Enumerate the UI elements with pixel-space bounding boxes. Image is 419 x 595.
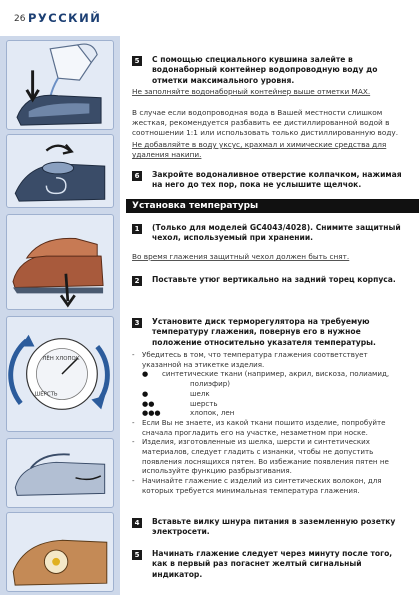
step-5-start-ironing (132, 549, 402, 580)
step-number: 5 (132, 550, 142, 560)
step-text: С помощью специального кувшина залейте в водонаборный контейнер водопроводную воду до отметки максимального уровня. (152, 55, 378, 85)
section-title-temperature: Установка температуры (126, 199, 419, 213)
dot-symbol: ●● (142, 398, 155, 408)
step-text: Вставьте вилку шнура питания в заземленную розетку электросети. (152, 517, 396, 537)
step-text: (Только для моделей GC4043/4028). Снимите защитный чехол, используемый при хранении. (152, 223, 401, 243)
water-additives-warning: Не добавляйте в воду уксус, крахмал и химические средства для удаления накипи. (132, 140, 387, 160)
dot-symbol: ●●● (142, 408, 161, 418)
step-number: 6 (132, 171, 142, 181)
step-5-fill-water (132, 55, 402, 86)
list-item-wool: ●● шерсть (142, 398, 218, 408)
dial-label-top: ЛЁН ХЛОПОК (42, 356, 80, 363)
step-text: Установите диск терморегулятора на требуемую температуру глажения, повернув его в нужное положение относительно указателя температуры. (152, 317, 376, 347)
temperature-tips-list (132, 350, 404, 496)
list-item: - Если Вы не знаете, из какой ткани пошито изделие, попробуйте сначала прогладить его на участке, незаметном при носке. (132, 417, 386, 437)
language-title: РУССКИЙ (28, 11, 102, 25)
step-1-remove-cover (132, 223, 402, 244)
dial-label-side: ШЕРСТЬ (34, 391, 58, 398)
step-number: 3 (132, 318, 142, 328)
dot-symbol: ● (142, 388, 149, 398)
step-number: 1 (132, 224, 142, 234)
step-4-plug-in (132, 517, 402, 538)
list-item-synthetic: ● синтетические ткани (например, акрил, вискоза, полиамид, (142, 369, 390, 379)
list-item: - Убедитесь в том, что температура глажения соответствует указанной на этикетке изделия. (132, 350, 368, 369)
note-remove-cover: Во время глажения защитный чехол должен быть снят. (132, 252, 350, 261)
list-item-silk: ● шелк (142, 388, 210, 398)
step-6-close-cap (132, 170, 402, 191)
step-number: 5 (132, 56, 142, 66)
list-item-cotton: ●●● хлопок, лен (142, 408, 235, 418)
step-number: 4 (132, 518, 142, 528)
step-number: 2 (132, 276, 142, 286)
water-hardness-info: В случае если водопроводная вода в Вашей местности слишком жесткая, рекомендуется разбавить ее дистиллированной водой в соотношении 1:1 или использовать только дистиллированную воду. (132, 108, 399, 138)
dot-symbol: ● (142, 369, 149, 379)
note-max-level: Не заполняйте водонаборный контейнер выше отметки MAX. (132, 87, 371, 96)
step-text: Поставьте утюг вертикально на задний торец корпуса. (152, 275, 396, 284)
list-item-synthetic-cont: полиэфир) (190, 379, 230, 389)
list-item: - Начинайте глажение с изделий из синтетических волокон, для которых требуется минимальная температура глажения. (132, 476, 382, 495)
page-number: 26 (14, 14, 26, 24)
list-item: - Изделия, изготовленные из шелка, шерсти и синтетических материалов, следует гладить с изнанки, чтобы не допустить появления лоснящихся пятен. Во избежание появления пятен не используйте функцию разбрызгивания. (132, 437, 389, 476)
step-text: Начинать глажение следует через минуту после того, как в первый раз погаснет желтый сигнальный индикатор. (152, 549, 393, 579)
step-2-stand-iron (132, 275, 402, 285)
step-3-set-temperature (132, 317, 402, 348)
step-text: Закройте водоналивное отверстие колпачком, нажимая на него до тех пор, пока не услышите щелчок. (152, 170, 402, 190)
